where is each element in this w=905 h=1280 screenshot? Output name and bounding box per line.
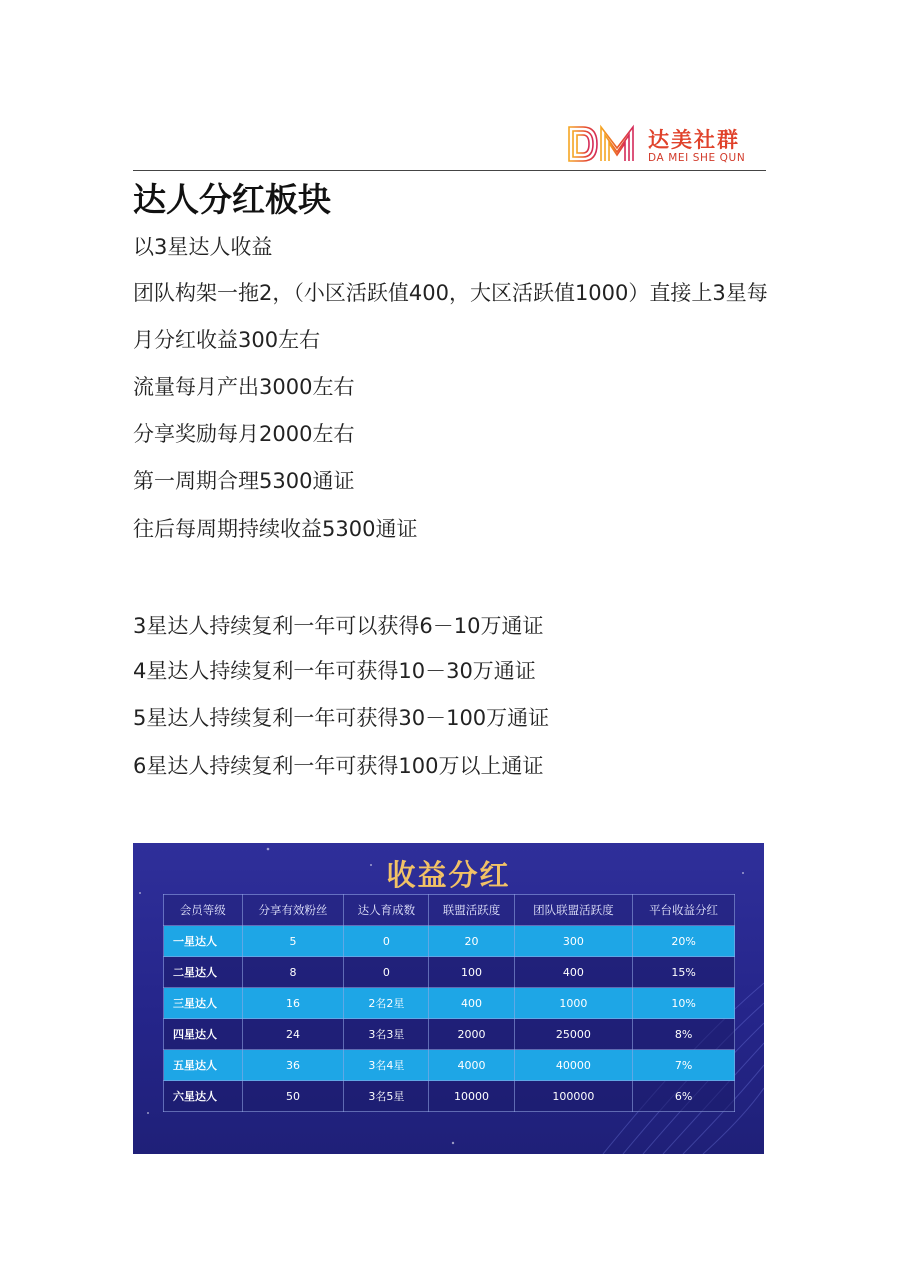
table-cell: 15% [633,957,735,988]
star-line: 5星达人持续复利一年可获得30－100万通证 [133,706,550,730]
star-line: 4星达人持续复利一年可获得10－30万通证 [133,659,536,683]
table-cell: 20% [633,926,735,957]
table-cell: 100 [429,957,514,988]
table-cell: 3名5星 [344,1081,429,1112]
paragraph-line: 以3星达人收益 [133,235,273,259]
table-row [164,1019,735,1050]
table-cell: 1000 [514,988,633,1019]
table-cell: 5 [242,926,344,957]
table-cell: 二星达人 [164,957,243,988]
table-cell: 五星达人 [164,1050,243,1081]
brand-logo [567,124,767,168]
table-cell: 400 [429,988,514,1019]
table-cell: 8% [633,1019,735,1050]
table-cell: 0 [344,957,429,988]
column-header: 团队联盟活跃度 [514,895,633,926]
table-header-row [164,895,735,926]
column-header: 联盟活跃度 [429,895,514,926]
table-cell: 20 [429,926,514,957]
table-row [164,1050,735,1081]
paragraph-line: 团队构架一拖2，（小区活跃值400，大区活跃值1000）直接上3星每 [133,281,768,305]
dm-logo-mark-icon [567,124,643,164]
table-cell: 一星达人 [164,926,243,957]
table-cell: 6% [633,1081,735,1112]
header-divider [133,170,766,171]
logo-english-text: DA MEI SHE QUN [648,152,746,164]
table-cell: 4000 [429,1050,514,1081]
table-row [164,1081,735,1112]
table-cell: 400 [514,957,633,988]
dividend-table [163,894,735,1112]
table-cell: 7% [633,1050,735,1081]
table-cell: 16 [242,988,344,1019]
table-cell: 10000 [429,1081,514,1112]
table-cell: 24 [242,1019,344,1050]
column-header: 平台收益分红 [633,895,735,926]
paragraph-line: 第一周期合理5300通证 [133,469,355,493]
table-cell: 0 [344,926,429,957]
paragraph-line: 月分红收益300左右 [133,328,321,352]
table-row [164,957,735,988]
dividend-banner [133,843,764,1154]
column-header: 会员等级 [164,895,243,926]
star-line: 6星达人持续复利一年可获得100万以上通证 [133,754,544,778]
table-cell: 2名2星 [344,988,429,1019]
paragraph-line: 流量每月产出3000左右 [133,375,355,399]
table-cell: 三星达人 [164,988,243,1019]
page-title: 达人分红板块 [133,180,331,219]
banner-title: 收益分红 [386,858,511,892]
table-cell: 10% [633,988,735,1019]
column-header: 达人育成数 [344,895,429,926]
table-cell: 四星达人 [164,1019,243,1050]
table-cell: 100000 [514,1081,633,1112]
star-line: 3星达人持续复利一年可以获得6－10万通证 [133,614,544,638]
logo-chinese-text: 达美社群 [648,128,740,152]
table-cell: 40000 [514,1050,633,1081]
table-cell: 2000 [429,1019,514,1050]
column-header: 分享有效粉丝 [242,895,344,926]
table-cell: 3名3星 [344,1019,429,1050]
table-cell: 六星达人 [164,1081,243,1112]
paragraph-line: 分享奖励每月2000左右 [133,422,355,446]
table-cell: 36 [242,1050,344,1081]
table-cell: 3名4星 [344,1050,429,1081]
table-cell: 25000 [514,1019,633,1050]
table-cell: 8 [242,957,344,988]
table-cell: 300 [514,926,633,957]
table-cell: 50 [242,1081,344,1112]
paragraph-line: 往后每周期持续收益5300通证 [133,517,418,541]
table-row [164,988,735,1019]
table-row [164,926,735,957]
